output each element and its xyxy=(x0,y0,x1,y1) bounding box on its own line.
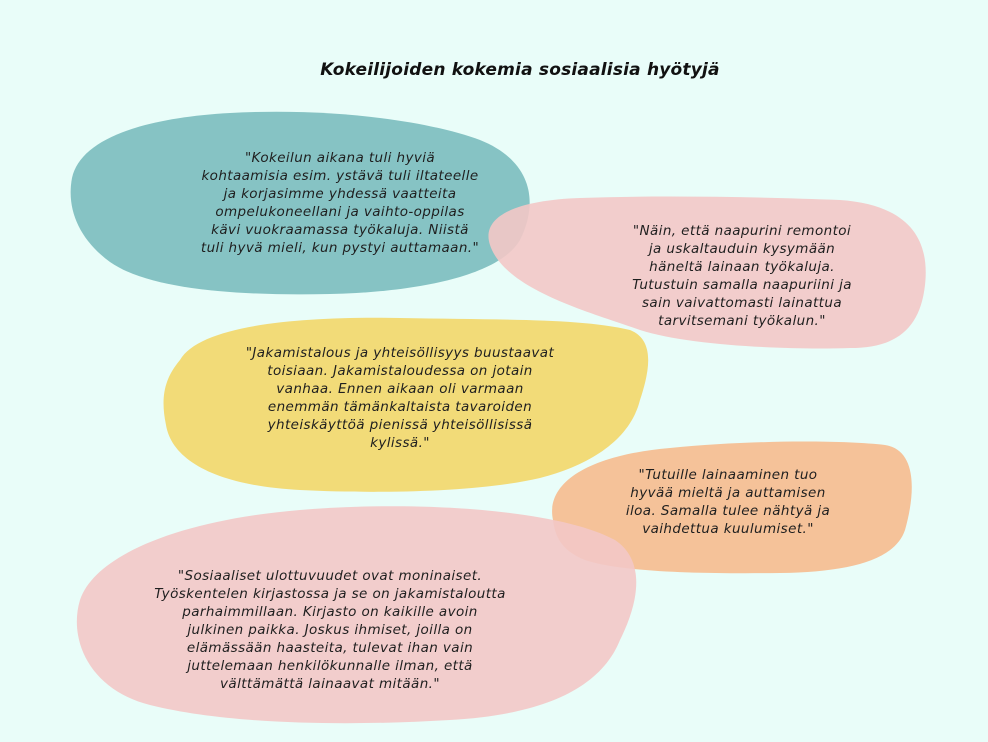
quote-line: välttämättä lainaavat mitään." xyxy=(220,676,440,692)
quote-block-3 xyxy=(190,344,610,452)
quote-line: kylissä." xyxy=(370,435,430,451)
quote-line: vanhaa. Ennen aikaan oli varmaan xyxy=(276,381,524,397)
quote-line: ja uskaltauduin kysymään xyxy=(648,241,836,257)
quote-line: Tutustuin samalla naapuriini ja xyxy=(632,277,852,293)
quote-line: tarvitsemani työkalun." xyxy=(658,313,826,329)
quote-line: kohtaamisia esim. ystävä tuli iltateelle xyxy=(201,168,479,184)
quote-line: vaihdettua kuulumiset." xyxy=(642,521,814,537)
quote-block-2 xyxy=(582,222,902,330)
quote-block-4 xyxy=(578,466,878,538)
quote-line: elämässään haasteita, tulevat ihan vain xyxy=(186,640,474,656)
quote-line: tuli hyvä mieli, kun pystyi auttamaan." xyxy=(200,240,480,256)
quote-line: julkinen paikka. Joskus ihmiset, joilla on xyxy=(187,622,473,638)
quote-line: "Sosiaaliset ulottuvuudet ovat moninaiset. xyxy=(177,568,483,584)
quote-line: juttelemaan henkilökunnalle ilman, että xyxy=(187,658,473,674)
quote-line: ja korjasimme yhdessä vaatteita xyxy=(223,186,457,202)
quote-line: sain vaivattomasti lainattua xyxy=(641,295,843,311)
quote-line: parhaimmillaan. Kirjasto on kaikille avoin xyxy=(182,604,478,620)
quote-line: iloa. Samalla tulee nähtyä ja xyxy=(625,503,831,519)
quote-line: häneltä lainaan työkaluja. xyxy=(649,259,835,275)
quote-line: "Jakamistalous ja yhteisöllisyys buustaavat xyxy=(245,345,555,361)
quote-line: toisiaan. Jakamistaloudessa on jotain xyxy=(267,363,533,379)
quote-line: kävi vuokraamassa työkaluja. Niistä xyxy=(211,222,469,238)
quote-line: yhteiskäyttöä pienissä yhteisöllisissä xyxy=(267,417,533,433)
quote-line: enemmän tämänkaltaista tavaroiden xyxy=(267,399,533,415)
quote-line: ompelukoneellani ja vaihto-oppilas xyxy=(215,204,465,220)
quote-line: "Näin, että naapurini remontoi xyxy=(632,223,852,239)
quote-block-5 xyxy=(110,567,550,693)
quote-line: hyvää mieltä ja auttamisen xyxy=(630,485,826,501)
quote-line: Työskentelen kirjastossa ja se on jakamistaloutta xyxy=(154,586,506,602)
quote-block-1 xyxy=(140,149,540,257)
quote-line: "Tutuille lainaaminen tuo xyxy=(638,467,818,483)
quote-line: "Kokeilun aikana tuli hyviä xyxy=(244,150,436,166)
page-title: Kokeilijoiden kokemia sosiaalisia hyötyjä xyxy=(320,60,720,80)
